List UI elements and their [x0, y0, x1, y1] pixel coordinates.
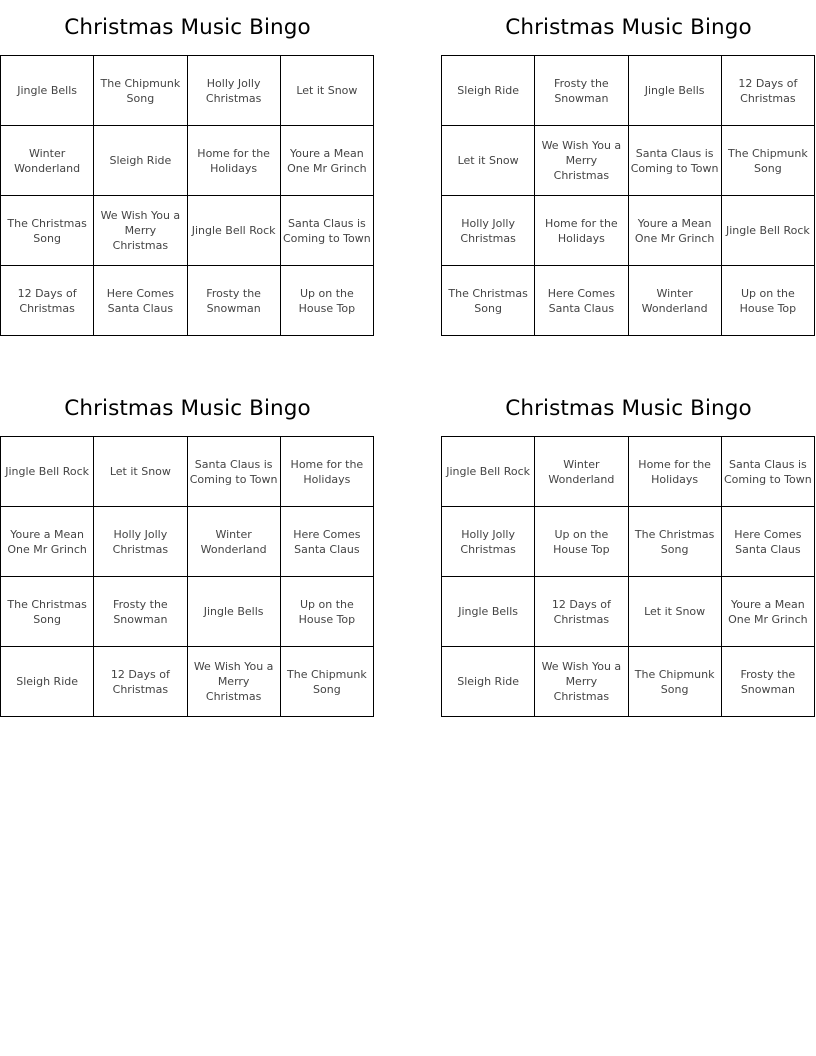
bingo-cell: Winter Wonderland — [629, 266, 722, 336]
bingo-cell: Frosty the Snowman — [94, 577, 187, 647]
bingo-cell: The Christmas Song — [442, 266, 535, 336]
bingo-cell: Here Comes Santa Claus — [535, 266, 628, 336]
bingo-cell: Holly Jolly Christmas — [442, 196, 535, 266]
bingo-cell: Santa Claus is Coming to Town — [629, 126, 722, 196]
bingo-cell: The Chipmunk Song — [281, 647, 374, 717]
bingo-grid — [441, 55, 815, 336]
card-title: Christmas Music Bingo — [505, 396, 752, 421]
bingo-cell: Holly Jolly Christmas — [188, 56, 281, 126]
bingo-cell: Jingle Bell Rock — [1, 437, 94, 507]
bingo-card-2 — [441, 0, 816, 336]
bingo-cell: 12 Days of Christmas — [535, 577, 628, 647]
bingo-cell: Home for the Holidays — [281, 437, 374, 507]
bingo-cell: Let it Snow — [629, 577, 722, 647]
bingo-cell: Here Comes Santa Claus — [722, 507, 815, 577]
bingo-cell: Jingle Bells — [442, 577, 535, 647]
bingo-cell: 12 Days of Christmas — [94, 647, 187, 717]
bingo-cell: Winter Wonderland — [535, 437, 628, 507]
bingo-cell: The Christmas Song — [1, 577, 94, 647]
bingo-cell: Youre a Mean One Mr Grinch — [722, 577, 815, 647]
bingo-cell: Up on the House Top — [722, 266, 815, 336]
bingo-cell: Frosty the Snowman — [188, 266, 281, 336]
bingo-cell: We Wish You a Merry Christmas — [188, 647, 281, 717]
bingo-cell: The Christmas Song — [1, 196, 94, 266]
bingo-card-4 — [441, 381, 816, 717]
bingo-cell: Home for the Holidays — [629, 437, 722, 507]
bingo-cell: Jingle Bells — [629, 56, 722, 126]
bingo-cell: Frosty the Snowman — [722, 647, 815, 717]
bingo-grid — [0, 55, 374, 336]
bingo-cell: The Chipmunk Song — [94, 56, 187, 126]
bingo-cell: Jingle Bell Rock — [442, 437, 535, 507]
bingo-cell: Sleigh Ride — [1, 647, 94, 717]
card-title: Christmas Music Bingo — [64, 396, 311, 421]
bingo-cell: Winter Wonderland — [1, 126, 94, 196]
bingo-cell: Sleigh Ride — [442, 56, 535, 126]
bingo-cell: Jingle Bell Rock — [722, 196, 815, 266]
bingo-cell: Holly Jolly Christmas — [442, 507, 535, 577]
bingo-cell: The Christmas Song — [629, 507, 722, 577]
bingo-cell: Up on the House Top — [535, 507, 628, 577]
bingo-cell: Here Comes Santa Claus — [281, 507, 374, 577]
bingo-cell: Youre a Mean One Mr Grinch — [281, 126, 374, 196]
bingo-cell: We Wish You a Merry Christmas — [535, 126, 628, 196]
bingo-cell: Youre a Mean One Mr Grinch — [629, 196, 722, 266]
bingo-cell: Santa Claus is Coming to Town — [281, 196, 374, 266]
card-title: Christmas Music Bingo — [505, 15, 752, 40]
bingo-cell: Home for the Holidays — [535, 196, 628, 266]
bingo-cell: Winter Wonderland — [188, 507, 281, 577]
bingo-cell: Youre a Mean One Mr Grinch — [1, 507, 94, 577]
bingo-cell: Let it Snow — [442, 126, 535, 196]
bingo-cell: Here Comes Santa Claus — [94, 266, 187, 336]
bingo-cell: Jingle Bell Rock — [188, 196, 281, 266]
bingo-cell: Jingle Bells — [188, 577, 281, 647]
bingo-cell: 12 Days of Christmas — [722, 56, 815, 126]
bingo-cell: Jingle Bells — [1, 56, 94, 126]
bingo-cell: Sleigh Ride — [94, 126, 187, 196]
bingo-cell: Let it Snow — [281, 56, 374, 126]
card-title: Christmas Music Bingo — [64, 15, 311, 40]
bingo-cell: Santa Claus is Coming to Town — [722, 437, 815, 507]
bingo-grid — [441, 436, 815, 717]
bingo-cell: Santa Claus is Coming to Town — [188, 437, 281, 507]
bingo-cell: Up on the House Top — [281, 266, 374, 336]
bingo-grid — [0, 436, 374, 717]
bingo-cell: The Chipmunk Song — [722, 126, 815, 196]
bingo-cell: Sleigh Ride — [442, 647, 535, 717]
bingo-cell: Let it Snow — [94, 437, 187, 507]
bingo-cell: We Wish You a Merry Christmas — [535, 647, 628, 717]
bingo-cell: Frosty the Snowman — [535, 56, 628, 126]
bingo-card-3 — [0, 381, 375, 717]
bingo-cell: The Chipmunk Song — [629, 647, 722, 717]
bingo-cell: Home for the Holidays — [188, 126, 281, 196]
bingo-cell: Up on the House Top — [281, 577, 374, 647]
bingo-card-1 — [0, 0, 375, 336]
bingo-cell: Holly Jolly Christmas — [94, 507, 187, 577]
bingo-cell: 12 Days of Christmas — [1, 266, 94, 336]
bingo-cell: We Wish You a Merry Christmas — [94, 196, 187, 266]
